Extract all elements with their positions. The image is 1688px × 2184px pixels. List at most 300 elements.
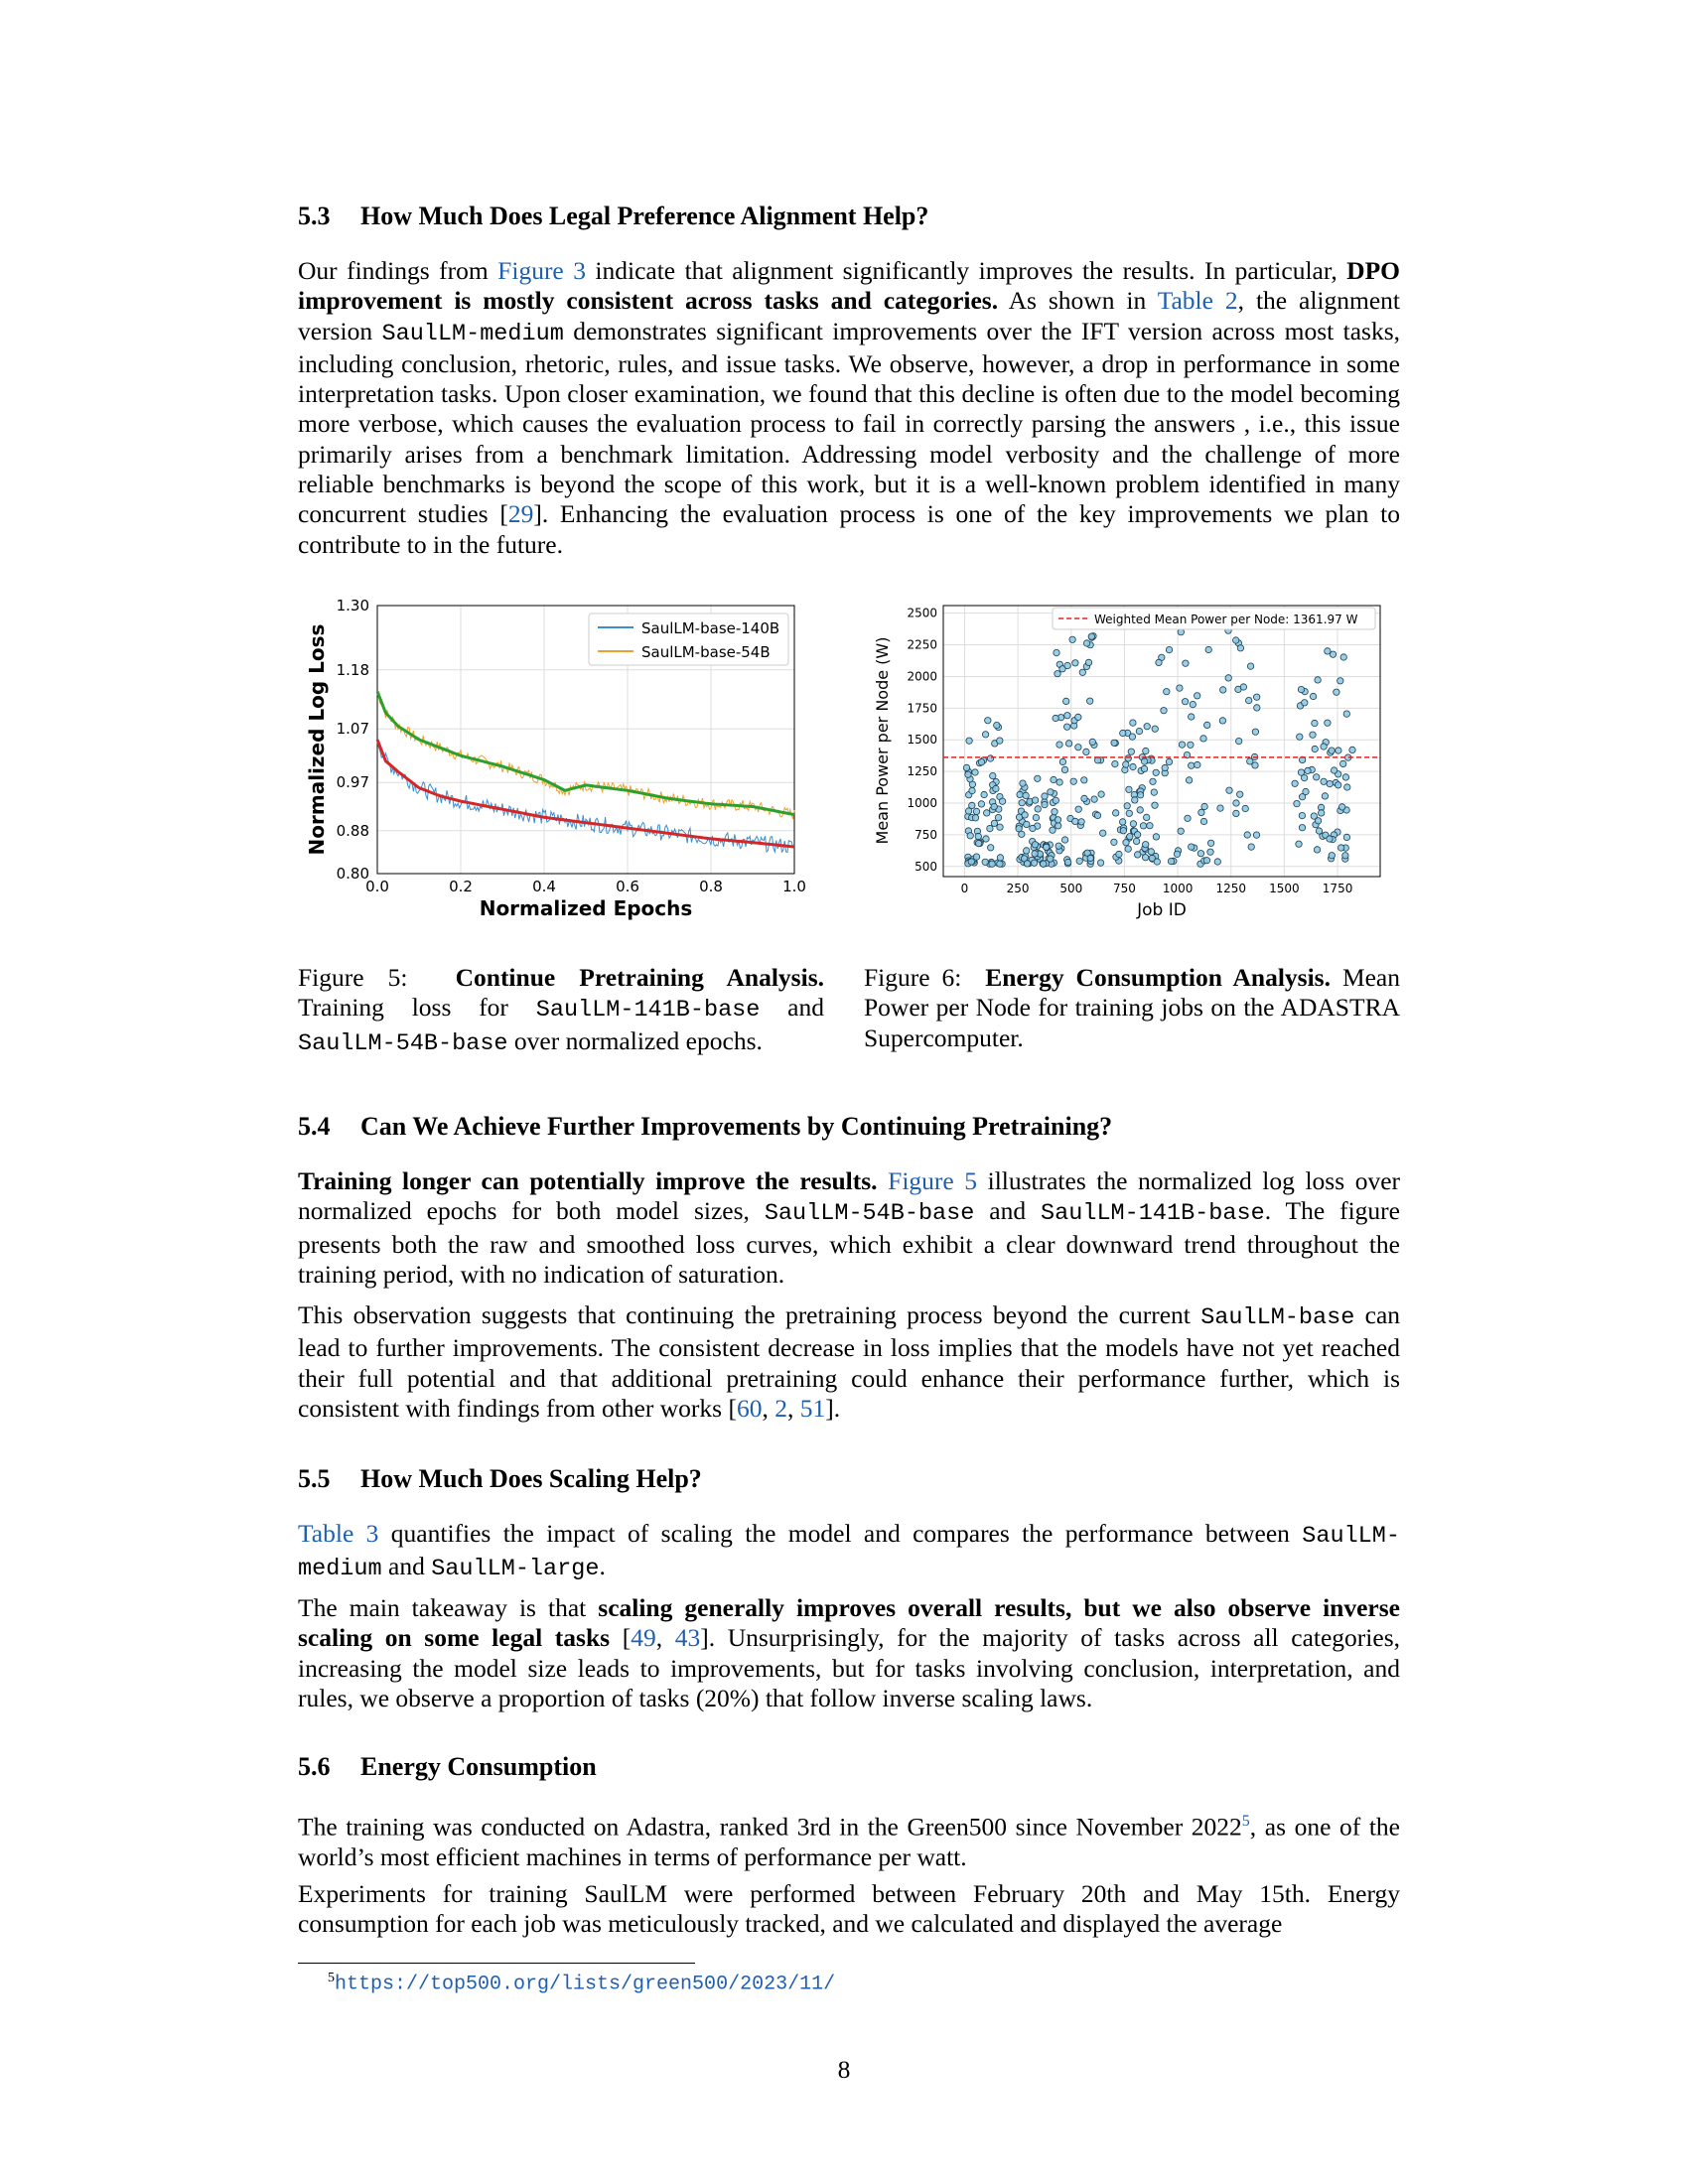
scatter-point [1059, 758, 1065, 764]
scatter-point [1314, 847, 1320, 853]
scatter-point [1203, 858, 1209, 864]
chart1-ytick-label: 1.07 [336, 720, 369, 739]
scatter-point [1135, 852, 1141, 858]
scatter-point [1072, 818, 1078, 824]
scatter-point [1242, 805, 1248, 811]
scatter-point [1226, 787, 1232, 793]
scatter-point [1075, 806, 1081, 812]
citation-2-link[interactable]: 2 [774, 1393, 787, 1423]
scatter-point [1186, 777, 1192, 783]
scatter-point [1344, 784, 1350, 790]
scatter-point [1297, 734, 1303, 740]
scatter-point [987, 825, 993, 831]
scatter-point [1336, 782, 1341, 788]
scatter-point [1151, 789, 1157, 795]
scatter-point [983, 836, 989, 842]
figure-5-loss-chart [298, 596, 824, 933]
scatter-point [1120, 819, 1126, 825]
scatter-point [1340, 654, 1346, 660]
scatter-point [1070, 778, 1076, 784]
citation-29-link[interactable]: 29 [507, 499, 534, 529]
scatter-point [1127, 834, 1133, 840]
chart2-ytick-label: 1750 [907, 701, 937, 716]
scatter-point [1022, 812, 1028, 818]
scatter-point [1205, 646, 1211, 652]
scatter-point [1024, 848, 1030, 854]
scatter-point [1182, 699, 1188, 705]
scatter-point [1154, 859, 1160, 865]
scatter-point [1207, 849, 1213, 855]
scatter-point [1088, 633, 1094, 639]
scatter-point [1035, 806, 1041, 812]
scatter-point [968, 859, 974, 865]
scatter-point [1183, 660, 1189, 666]
figure-3-link[interactable]: Figure 3 [497, 256, 586, 285]
scatter-point [1162, 764, 1168, 770]
scatter-point [1233, 800, 1239, 806]
scatter-point [982, 859, 988, 865]
chart2-xlabel: Job ID [1137, 900, 1187, 920]
scatter-point [1120, 828, 1126, 834]
scatter-point [1033, 814, 1039, 820]
scatter-point [1166, 758, 1172, 764]
scatter-point [1237, 645, 1243, 651]
scatter-point [1064, 724, 1070, 730]
scatter-point [1152, 802, 1158, 808]
scatter-point [1061, 766, 1067, 772]
scatter-point [1315, 818, 1321, 824]
raw-loss-line-1 [377, 692, 794, 820]
paragraph-experiments: Experiments for training SaulLM were performed between February 20th and May 15th. Energy consumption for each job was meticulously tracked, and we calculated and displayed the average [298, 1879, 1400, 1939]
chart2-xtick-label: 1000 [1162, 882, 1194, 895]
legend-mean-label: Weighted Mean Power per Node: 1361.97 W [1094, 613, 1358, 626]
scatter-point [1312, 720, 1318, 726]
scatter-point [1296, 841, 1302, 847]
scatter-point [1247, 663, 1253, 669]
scatter-point [1055, 817, 1060, 823]
chart1-xtick-label: 0.8 [699, 878, 723, 895]
scatter-point [1233, 637, 1239, 643]
scatter-point [969, 802, 975, 808]
scatter-point [1050, 827, 1055, 833]
scatter-point [1195, 693, 1200, 699]
scatter-point [1079, 669, 1085, 675]
scatter-point [991, 803, 997, 809]
scatter-point [1056, 742, 1062, 748]
scatter-point [1343, 834, 1349, 840]
scatter-point [1349, 747, 1355, 752]
figure-6-caption: Figure 6: Energy Consumption Analysis. Mean Power per Node for training jobs on the ADASTRA Supercomputer. [864, 963, 1400, 1052]
scatter-point [978, 759, 984, 765]
scatter-point [984, 810, 990, 816]
scatter-point [1130, 821, 1136, 827]
scatter-point [1140, 823, 1146, 829]
scatter-point [1081, 795, 1087, 801]
scatter-point [1338, 845, 1344, 851]
chart2-ytick-label: 2250 [907, 637, 937, 652]
scatter-point [1048, 789, 1054, 795]
chart1-legend [589, 614, 788, 665]
scatter-point [1253, 832, 1259, 838]
scatter-point [1310, 693, 1316, 699]
scatter-point [985, 718, 991, 724]
chart2-ytick-label: 2000 [907, 669, 937, 684]
scatter-point [1136, 728, 1142, 734]
scatter-point [1097, 860, 1103, 866]
scatter-point [1144, 724, 1150, 730]
scatter-point [1177, 685, 1183, 691]
scatter-point [975, 840, 981, 846]
chart1-xtick-label: 0.0 [365, 878, 389, 895]
scatter-point [1031, 860, 1037, 866]
legend-label-54b: SaulLM-base-54B [641, 643, 771, 661]
scatter-point [1316, 828, 1322, 834]
scatter-point [1020, 780, 1026, 786]
scatter-point [1052, 809, 1057, 815]
scatter-point [1085, 659, 1091, 665]
scatter-point [1123, 761, 1129, 767]
table-3-link[interactable]: Table 3 [298, 1519, 379, 1548]
section-heading-5-4: 5.4 Can We Achieve Further Improvements by Continuing Pretraining? [298, 1112, 1113, 1141]
scatter-point [1112, 760, 1118, 766]
scatter-point [1064, 713, 1070, 719]
chart1-ytick-label: 1.18 [336, 660, 369, 679]
scatter-point [1219, 718, 1225, 724]
scatter-point [1303, 788, 1309, 794]
scatter-point [1061, 837, 1067, 843]
scatter-point [1075, 714, 1081, 720]
scatter-point [1248, 844, 1254, 850]
scatter-point [997, 855, 1003, 861]
scatter-point [1053, 797, 1058, 803]
scatter-point [1331, 767, 1336, 773]
scatter-point [1137, 807, 1143, 813]
scatter-point [1081, 777, 1087, 783]
figure-5-link[interactable]: Figure 5 [888, 1166, 978, 1195]
scatter-point [1126, 810, 1132, 816]
scatter-point [988, 845, 994, 851]
scatter-point [1032, 842, 1038, 848]
scatter-point [1254, 705, 1260, 711]
scatter-point [1087, 698, 1093, 704]
section-heading-5-6: 5.6 Energy Consumption [298, 1752, 597, 1781]
scatter-point [1056, 779, 1062, 785]
scatter-point [1113, 810, 1119, 816]
scatter-point [987, 755, 993, 761]
scatter-point [1019, 800, 1025, 806]
scatter-point [1130, 763, 1136, 769]
scatter-point [1337, 678, 1343, 684]
scatter-point [1189, 844, 1195, 850]
scatter-point [1024, 861, 1030, 867]
table-2-link[interactable]: Table 2 [1157, 286, 1238, 316]
scatter-point [1185, 815, 1191, 821]
scatter-point [1168, 858, 1174, 864]
scatter-point [1130, 720, 1136, 726]
scatter-point [973, 854, 979, 860]
citation-43-link[interactable]: 43 [674, 1623, 701, 1653]
scatter-point [1179, 742, 1185, 748]
chart2-ylabel: Mean Power per Node (W) [873, 636, 892, 845]
scatter-point [1055, 823, 1061, 829]
scatter-point [1161, 708, 1167, 714]
scatter-point [1128, 749, 1134, 754]
scatter-point [1120, 730, 1126, 736]
footnote: $^5$https://top500.org/lists/green500/2023/11/ [328, 1971, 836, 1996]
scatter-point [1141, 765, 1147, 771]
scatter-point [990, 772, 996, 778]
scatter-point [1064, 662, 1070, 668]
chart1-ylabel: Normalized Log Loss [305, 623, 329, 856]
scatter-point [1064, 859, 1070, 865]
scatter-point [1044, 844, 1050, 850]
scatter-point [1214, 859, 1220, 865]
scatter-point [1134, 832, 1140, 838]
scatter-point [1319, 810, 1325, 816]
scatter-point [1156, 659, 1162, 665]
scatter-point [1051, 776, 1056, 782]
scatter-point [1111, 839, 1117, 845]
chart2-ytick-label: 2500 [907, 606, 937, 620]
scatter-point [965, 771, 971, 777]
scatter-point [1065, 741, 1071, 747]
scatter-point [1322, 793, 1328, 799]
citation-60-link[interactable]: 60 [736, 1393, 763, 1423]
scatter-point [1197, 851, 1203, 857]
legend-label-140b: SaulLM-base-140B [641, 619, 780, 637]
scatter-point [1189, 762, 1195, 768]
scatter-point [1246, 697, 1252, 703]
scatter-point [1237, 791, 1243, 797]
scatter-point [967, 833, 973, 839]
scatter-point [1100, 830, 1106, 836]
scatter-point [1314, 774, 1320, 780]
scatter-point [972, 769, 978, 775]
chart2-ytick-label: 500 [914, 859, 937, 874]
scatter-point [1225, 675, 1231, 681]
scatter-point [1325, 720, 1331, 726]
scatter-point [1220, 687, 1226, 693]
chart2-ytick-label: 1000 [907, 796, 937, 811]
scatter-point [1312, 746, 1318, 751]
scatter-point [1339, 804, 1345, 810]
scatter-point [1132, 797, 1138, 803]
scatter-point [1124, 803, 1130, 809]
scatter-point [1299, 812, 1305, 818]
scatter-point [1017, 791, 1023, 797]
paragraph-adastra: The training was conducted on Adastra, ranked 3rd in the Green500 since November 2022$^5$, as one of the world’s most efficient machines in terms of performance per watt. [298, 1812, 1400, 1871]
scatter-point [1198, 809, 1204, 815]
scatter-point [1076, 858, 1082, 864]
scatter-point [1123, 840, 1129, 846]
chart2-xtick-label: 1250 [1215, 882, 1247, 895]
scatter-point [1340, 760, 1346, 766]
scatter-point [1327, 836, 1333, 842]
scatter-point [1153, 769, 1159, 775]
chart2-xtick-label: 750 [1112, 882, 1136, 895]
section-heading-5-3: 5.3 How Much Does Legal Preference Alignment Help? [298, 202, 929, 230]
scatter-point [1078, 819, 1084, 825]
chart1-xlabel: Normalized Epochs [479, 896, 693, 920]
chart2-xtick-label: 500 [1059, 882, 1083, 895]
figure-5-caption: Figure 5: Continue Pretraining Analysis. Training loss for SaulLM-141B-base and SaulLM-54B-base over normalized epochs. [298, 963, 824, 1057]
chart2-ytick-label: 750 [914, 827, 937, 842]
footnote-url-link[interactable]: https://top500.org/lists/green500/2023/11/ [335, 1973, 836, 1996]
chart1-ytick-label: 0.88 [336, 821, 369, 840]
scatter-point [1019, 831, 1025, 837]
scatter-point [975, 833, 981, 839]
chart2-xtick-label: 0 [960, 882, 969, 895]
paragraph-observation: This observation suggests that continuing the pretraining process beyond the current SaulLM-base can lead to further improvements. The consistent decrease in loss implies that the models have not yet reached their full potential and that additional pretraining could enhance their performance further, which is consistent with findings from other works [60, 2, 51]. [298, 1300, 1401, 1423]
scatter-point [966, 738, 972, 744]
scatter-point [1053, 715, 1058, 721]
scatter-point [1055, 671, 1060, 677]
scatter-point [1217, 805, 1223, 811]
scatter-point [1201, 803, 1207, 809]
scatter-point [1294, 800, 1300, 806]
scatter-point [995, 814, 1001, 820]
scatter-point [1125, 846, 1131, 852]
scatter-point [1089, 739, 1095, 745]
scatter-point [1298, 686, 1304, 692]
scatter-point [997, 738, 1003, 744]
scatter-point [1083, 640, 1089, 646]
scatter-point [989, 861, 995, 867]
scatter-point [973, 808, 979, 814]
scatter-point [1329, 748, 1335, 753]
scatter-point [1075, 745, 1081, 751]
chart1-ytick-label: 0.80 [336, 865, 369, 883]
scatter-point [1137, 792, 1143, 798]
scatter-point [969, 787, 975, 793]
scatter-point [982, 732, 988, 738]
chart2-legend [1053, 608, 1375, 629]
scatter-point [1195, 761, 1200, 767]
scatter-point [1125, 755, 1131, 761]
scatter-point [1254, 694, 1260, 700]
scatter-point [1252, 729, 1258, 735]
scatter-point [1305, 767, 1311, 773]
scatter-point [1292, 780, 1298, 786]
chart1-xtick-label: 1.0 [782, 878, 806, 895]
scatter-point [1094, 812, 1100, 818]
scatter-point [963, 764, 969, 770]
scatter-point [1133, 838, 1139, 844]
scatter-point [1189, 714, 1195, 720]
scatter-point [1150, 778, 1156, 784]
scatter-point [1129, 734, 1135, 740]
section-heading-5-5: 5.5 How Much Does Scaling Help? [298, 1464, 702, 1493]
scatter-point [1054, 649, 1059, 655]
paragraph-alignment: Our findings from Figure 3 indicate that alignment significantly improves the results. In particular, DPO improvement is mostly consistent across tasks and categories. As shown in Table 2, the alignment version SaulLM-medium demonstrates significant improvements over the IFT version across most tasks, including conclusion, rhetoric, rules, and issue tasks. We observe, however, a drop in performance in some interpretation tasks. Upon closer examination, we found that this decline is often due to the model becoming more verbose, which causes the evaluation process to fail in correctly parsing the answers , i.e., this issue primarily arises from a benchmark limitation. Addressing model verbosity and the challenge of more reliable benchmarks is beyond the scope of this work, but it is a well-known problem identified in many concurrent studies [29]. Enhancing the evaluation process is one of the key improvements we plan to contribute to in the future. [298, 256, 1400, 559]
scatter-point [1240, 684, 1246, 690]
chart1-ytick-label: 0.97 [336, 773, 369, 792]
scatter-point [1042, 801, 1048, 807]
chart2-xtick-label: 250 [1006, 882, 1030, 895]
scatter-point [1310, 732, 1316, 738]
scatter-point [1030, 825, 1036, 831]
scatter-point [1336, 748, 1341, 753]
scatter-point [999, 798, 1005, 804]
scatter-point [1032, 797, 1038, 803]
scatter-point [1111, 740, 1117, 746]
scatter-point [1098, 791, 1104, 797]
scatter-point [1342, 853, 1348, 859]
scatter-point [1063, 698, 1069, 704]
scatter-point [1055, 843, 1061, 849]
scatter-point [1178, 828, 1184, 834]
scatter-point [1244, 832, 1250, 838]
scatter-point [1042, 793, 1048, 799]
scatter-point [1321, 744, 1327, 750]
scatter-point [1188, 742, 1194, 748]
scatter-point [1204, 722, 1210, 728]
scatter-point [1126, 786, 1132, 792]
scatter-point [1174, 851, 1180, 857]
paragraph-scaling: Table 3 quantifies the impact of scaling the model and compares the performance between SaulLM-medium and SaulLM-large. [298, 1519, 1400, 1583]
scatter-point [1153, 834, 1159, 840]
scatter-point [1298, 769, 1304, 775]
scatter-point [1233, 810, 1239, 816]
scatter-point [1035, 775, 1041, 781]
scatter-point [1329, 853, 1335, 859]
scatter-point [1152, 726, 1158, 732]
scatter-point [1116, 851, 1122, 857]
paragraph-takeaway: The main takeaway is that scaling generally improves overall results, but we also observe inverse scaling on some legal tasks [49, 43]. Unsurprisingly, for the majority of tasks across all categories, increasing the model size leads to improvements, but for tasks involving conclusion, interpretation, and rules, we observe a proportion of tasks (20%) that follow inverse scaling laws. [298, 1593, 1400, 1712]
scatter-point [1327, 780, 1333, 786]
scatter-point [1166, 646, 1172, 652]
scatter-point [1200, 736, 1206, 742]
page-number: 8 [837, 2055, 851, 2084]
scatter-point [1091, 796, 1097, 802]
scatter-point [1048, 856, 1054, 862]
scatter-point [1321, 778, 1327, 784]
scatter-point [972, 815, 978, 821]
scatter-point [1200, 818, 1206, 824]
scatter-point [1083, 749, 1089, 754]
scatter-point [997, 824, 1003, 830]
citation-51-link[interactable]: 51 [799, 1393, 826, 1423]
scatter-point [1343, 711, 1349, 717]
scatter-point [1041, 861, 1047, 867]
footnote-5-marker[interactable]: 5 [1241, 1813, 1250, 1830]
paragraph-training-longer: Training longer can potentially improve the results. Figure 5 illustrates the normalized log loss over normalized epochs for both model sizes, SaulLM-54B-base and SaulLM-141B-base. The figure presents both the raw and smoothed loss curves, which exhibit a clear downward trend throughout the training period, with no indication of saturation. [298, 1166, 1401, 1289]
scatter-point [1330, 651, 1336, 657]
citation-49-link[interactable]: 49 [631, 1623, 656, 1653]
scatter-point [1087, 855, 1093, 861]
scatter-point [1023, 792, 1029, 798]
chart1-xtick-label: 0.2 [449, 878, 473, 895]
scatter-point [1147, 823, 1153, 829]
scatter-point [1032, 851, 1038, 857]
scatter-point [1236, 738, 1242, 744]
scatter-point [1299, 825, 1305, 831]
scatter-point [1024, 821, 1030, 827]
chart1-xtick-label: 0.4 [532, 878, 556, 895]
scatter-point [991, 820, 997, 826]
chart1-ytick-label: 1.30 [336, 597, 369, 614]
figure-6-power-chart [864, 596, 1400, 933]
scatter-point [1302, 700, 1308, 706]
scatter-point [994, 722, 1000, 728]
scatter-point [981, 791, 987, 797]
scatter-point [1164, 689, 1170, 695]
chart2-ytick-label: 1250 [907, 764, 937, 779]
chart2-xtick-label: 1750 [1322, 882, 1353, 895]
scatter-point [997, 861, 1003, 867]
scatter-point [1141, 758, 1147, 764]
scatter-point [1315, 677, 1321, 683]
